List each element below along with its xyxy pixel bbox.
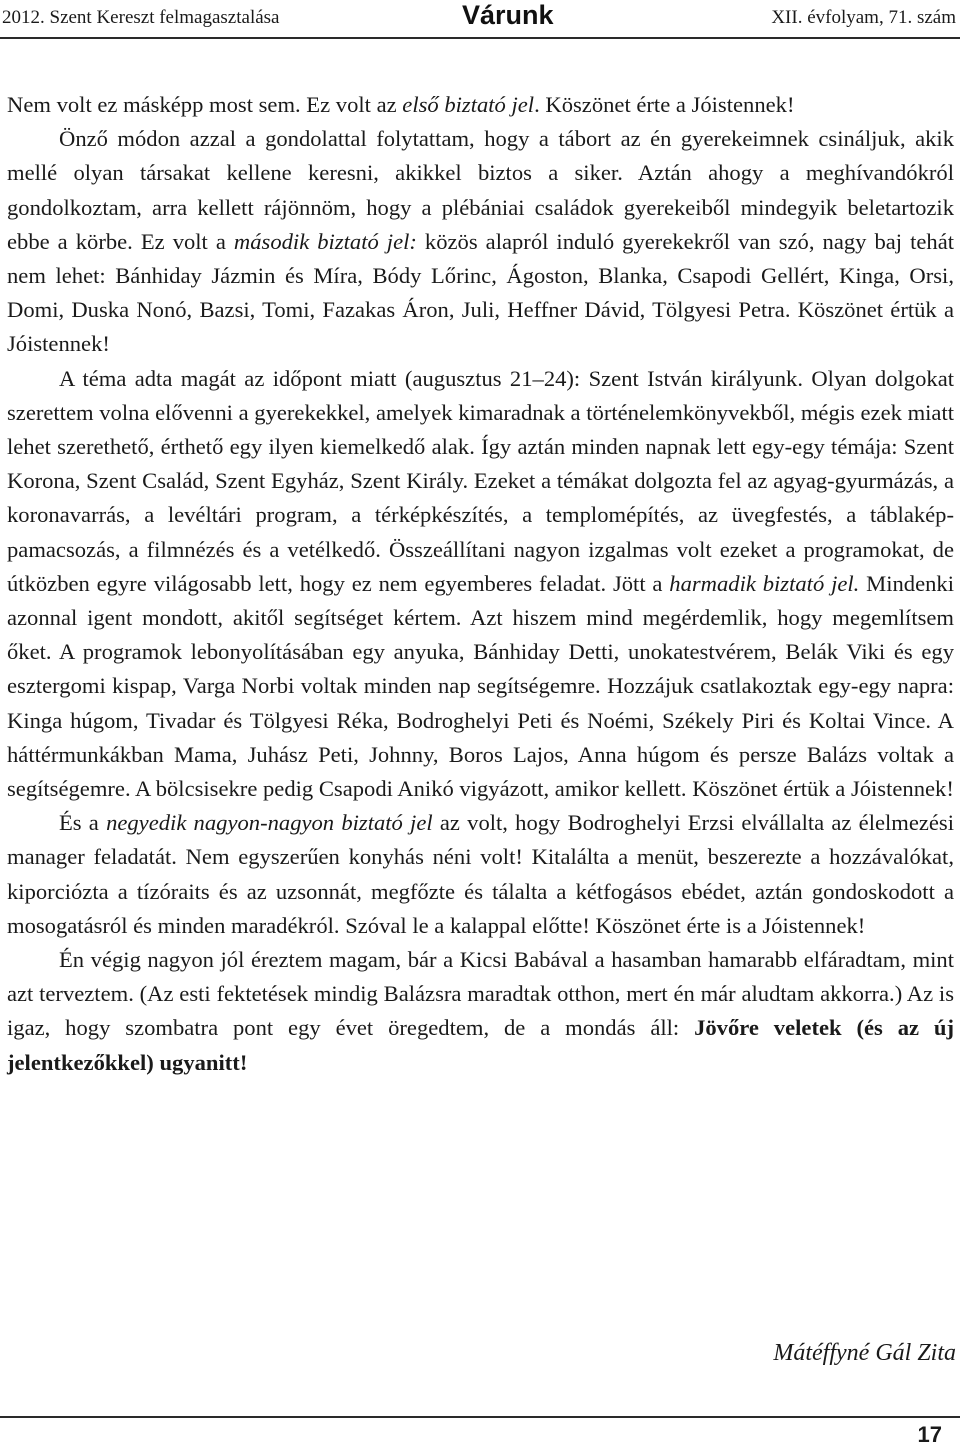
- text-run: az volt, hogy Bodroghelyi Erzsi elvállalta az élelmezési manager feladatát. Nem egyszerűen konyhás néni volt! Kitalálta a menüt, beszerezte a hozzávalókat, kiporciózta a tízóraits és az uzsonnát, megfőzte és tálalta a kétfogásos ebédet, aztán gondoskodott a mosogatásról és minden maradékról. Szóval le a kalappal előtte! Köszönet érte is a Jóistennek!: [7, 810, 955, 938]
- paragraph-1: [7, 88, 954, 122]
- sign-phrase-first: első biztató jel: [402, 92, 535, 117]
- closing-bold-phrase: Jövőre veletek (és az új jelentkezőkkel) ugyanitt!: [7, 1015, 954, 1075]
- sign-phrase-second: második biztató jel:: [233, 228, 417, 254]
- issue-date-title: 2012. Szent Kereszt felmagasztalása: [2, 7, 280, 28]
- paragraph-4: [7, 806, 954, 943]
- text-run: A téma adta magát az időpont miatt (augusztus 21–24): Szent István királyunk. Olyan dolgokat szerettem volna elővenni a gyerekekkel, amelyek kimaradnak a történelemkönyvekből, mégis ezek miatt lehet szerethető, érthető egy ilyen kiemelkedő alak. Így aztán minden napnak lett egy-egy témája: Szent Korona, Szent Család, Szent Egyház, Szent Király. Ezeket a témákat dolgozta fel az agyag-gyurmázás, a koronavarrás, a levéltári program, a térképkészítés, a templomépítés, az üvegfestés, a táblakép-pamacsozás, a filmnézés és a vetélkedő. Összeállítani nagyon izgalmas volt ezeket a programokat, de útközben egyre világosabb lett, hogy ez nem egyemberes feladat. Jött a: [7, 365, 954, 596]
- sign-phrase-fourth: negyedik nagyon-nagyon biztató jel: [106, 810, 433, 836]
- paragraph-2: [7, 122, 954, 361]
- issue-number: XII. évfolyam, 71. szám: [771, 7, 956, 28]
- text-run: Nem volt ez másképp most sem. Ez volt az: [7, 92, 403, 117]
- text-run: . Köszönet érte a Jóistennek!: [534, 92, 795, 117]
- header-rule: [0, 37, 960, 39]
- page-number: 17: [917, 1422, 942, 1447]
- text-run: Önző módon azzal a gondolattal folytattam, hogy a tábort az én gyerekeimnek csináljuk, akik mellé olyan társakat kellene keresni, akikkel biztos a siker. Aztán ahogy a meghívandókról gondolkoztam, arra kellett rájönnöm, hogy a plébániai családok gyerekeiből mindegyik beletartozik ebbe a körbe. Ez volt a: [7, 126, 954, 254]
- text-run: közös alapról induló gyerekekről van szó, nagy baj tehát nem lehet: Bánhiday Jázmin és Míra, Bódy Lőrinc, Ágoston, Blanka, Csapodi Gellért, Kinga, Orsi, Domi, Duska Nonó, Bazsi, Tomi, Fazakas Áron, Juli, Heffner Dávid, Tölgyesi Petra. Köszönet értük a Jóistennek!: [7, 228, 955, 357]
- text-run: Mindenki azonnal igent mondott, akitől segítséget kértem. Azt hiszem mind megérdemlik, hogy megemlítsem őket. A programok lebonyolításában egy anyuka, Bánhiday Detti, unokatestvérem, Belák Viki és egy esztergomi kispap, Varga Norbi voltak minden nap segítségemre. Hozzájuk csatlakoztak egy-egy napra: Kinga húgom, Tivadar és Tölgyesi Réka, Bodroghelyi Peti és Noémi, Székely Piri és Koltai Vince. A háttérmunkákban Mama, Juhász Peti, Johnny, Boros Lajos, Anna húgom és persze Balázs voltak a segítségemre. A bölcsisekre pedig Csapodi Anikó vigyázott, amikor kellett. Köszönet értük a Jóistennek!: [7, 570, 954, 802]
- page-header: [0, 0, 960, 40]
- sign-phrase-third: harmadik biztató jel.: [669, 570, 860, 596]
- text-run: Én végig nagyon jól éreztem magam, bár a Kicsi Babával a hasamban hamarabb elfáradtam, mint azt terveztem. (Az esti fektetések mindig Balázsra maradtak otthon, mert én már aludtam akkorra.) Az is igaz, hogy szombatra pont egy évet öregedtem, de a mondás áll:: [7, 947, 954, 1041]
- footer-rule: [0, 1416, 960, 1418]
- text-run: És a: [59, 810, 107, 836]
- author-signature: Mátéffyné Gál Zita: [773, 1340, 956, 1366]
- paragraph-3: [7, 362, 954, 807]
- paragraph-5: [7, 943, 954, 1080]
- publication-title: Várunk: [462, 0, 554, 30]
- article-body: [7, 88, 954, 1080]
